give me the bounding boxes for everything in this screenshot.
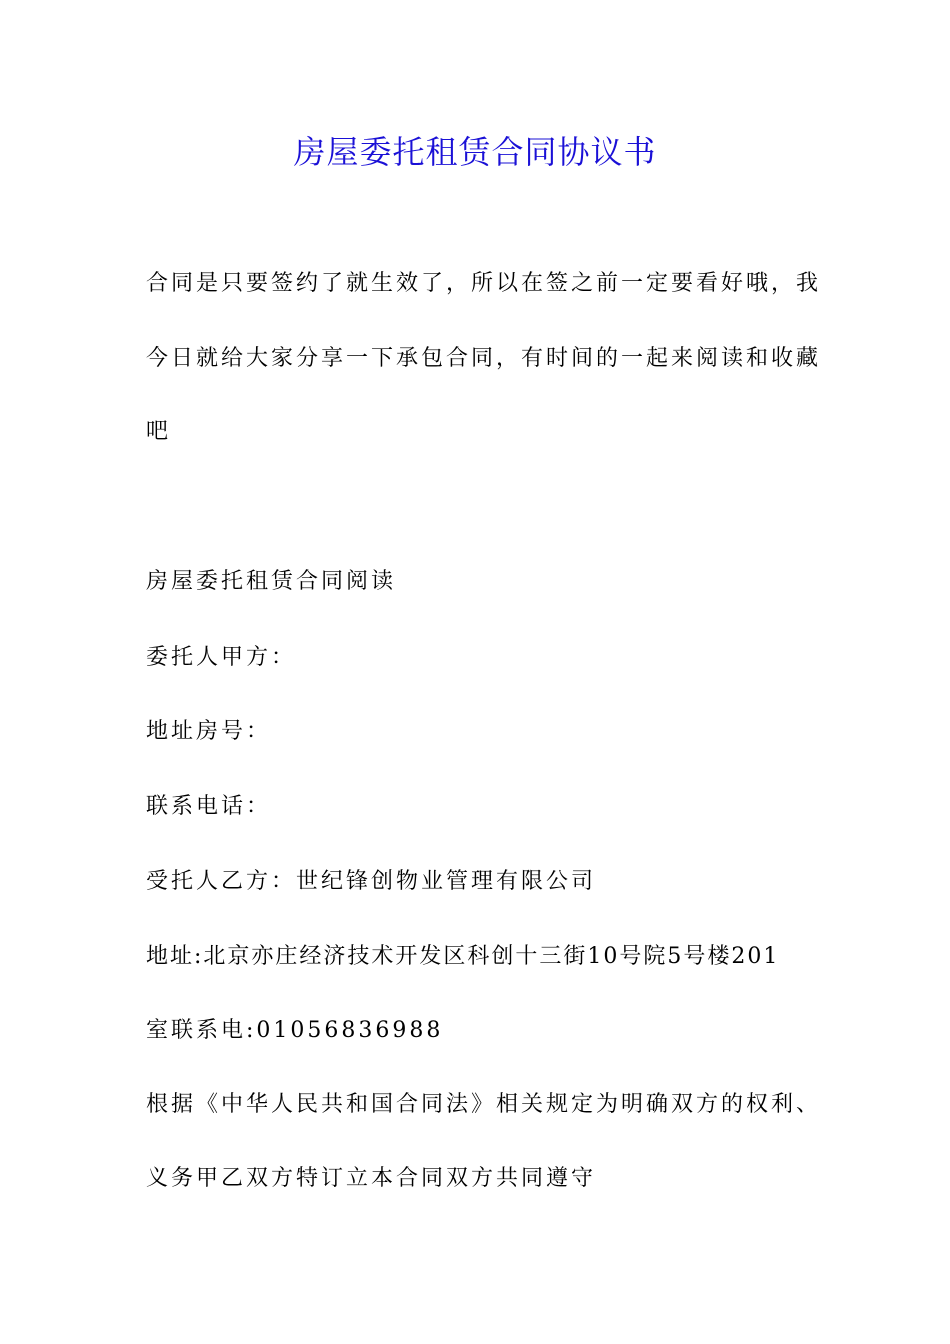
party-b-phone-line: 室联系电:01056836988 — [146, 1018, 444, 1043]
intro-line-2: 今日就给大家分享一下承包合同，有时间的一起来阅读和收藏 — [146, 346, 822, 371]
intro-line-3: 吧 — [146, 419, 172, 444]
legal-basis-line-1: 根据《中华人民共和国合同法》相关规定为明确双方的权利、 — [146, 1092, 822, 1117]
phone-label: 联系电话： — [146, 794, 272, 819]
legal-basis-line-2: 义务甲乙双方特订立本合同双方共同遵守 — [146, 1166, 597, 1191]
intro-line-1: 合同是只要签约了就生效了，所以在签之前一定要看好哦，我 — [146, 271, 822, 296]
party-b-line: 受托人乙方：世纪锋创物业管理有限公司 — [146, 869, 597, 894]
document-title: 房屋委托租赁合同协议书 — [293, 133, 657, 171]
party-a-label: 委托人甲方： — [146, 645, 297, 670]
section-heading: 房屋委托租赁合同阅读 — [146, 569, 397, 594]
address-room-label: 地址房号： — [146, 719, 272, 744]
party-b-address-line: 地址:北京亦庄经济技术开发区科创十三街10号院5号楼201 — [146, 944, 780, 969]
